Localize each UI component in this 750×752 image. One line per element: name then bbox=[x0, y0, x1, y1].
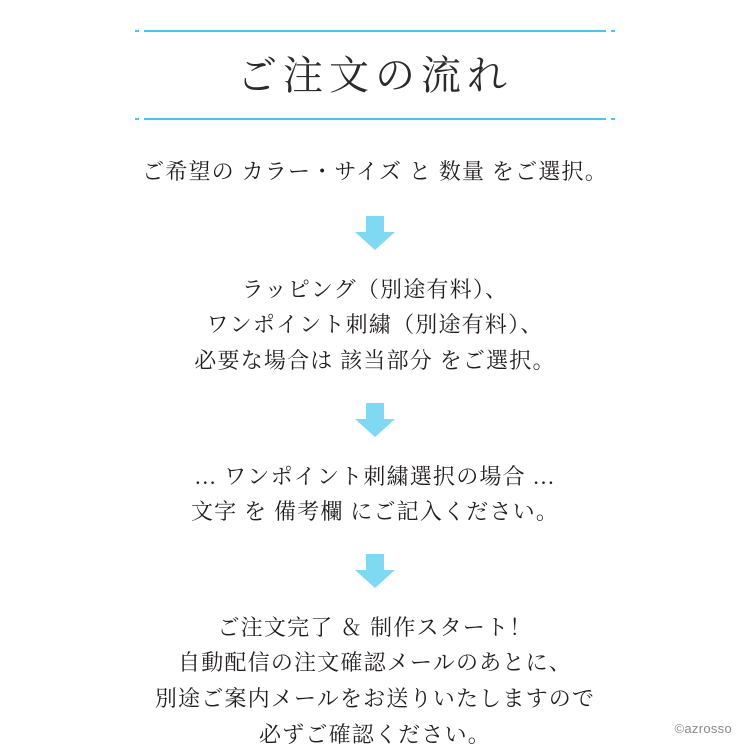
step-line: 必要な場合は 該当部分 をご選択。 bbox=[194, 347, 556, 373]
arrow-head bbox=[355, 570, 395, 588]
spacer bbox=[0, 588, 750, 610]
spacer bbox=[0, 530, 750, 554]
step-line: 別途ご案内メールをお送りいたしますので bbox=[154, 686, 596, 711]
step-4 bbox=[0, 610, 750, 752]
arrow-stem bbox=[366, 554, 384, 570]
step-line: 必ずご確認ください。 bbox=[258, 721, 491, 747]
arrow-2 bbox=[0, 403, 750, 437]
arrow-stem bbox=[366, 216, 384, 232]
spacer bbox=[0, 250, 750, 272]
step-line: … ワンポイント刺繍選択の場合 … bbox=[194, 463, 556, 489]
heading-top-rule bbox=[135, 30, 615, 32]
steps-list bbox=[0, 140, 750, 752]
step-line: ご注文完了 ＆ 制作スタート！ bbox=[217, 614, 533, 640]
step-3 bbox=[0, 459, 750, 530]
rule-dot-right bbox=[611, 118, 615, 120]
spacer bbox=[0, 379, 750, 403]
rule-dot-left bbox=[135, 118, 139, 120]
step-2 bbox=[0, 272, 750, 379]
rule-segment bbox=[144, 30, 606, 32]
down-arrow-icon bbox=[355, 216, 395, 250]
rule-dot-right bbox=[611, 30, 615, 32]
rule-segment bbox=[144, 118, 606, 120]
heading-bottom-rule bbox=[135, 118, 615, 120]
step-line: ご希望の カラー・サイズ と 数量 をご選択。 bbox=[142, 159, 608, 184]
down-arrow-icon bbox=[355, 554, 395, 588]
down-arrow-icon bbox=[355, 403, 395, 437]
arrow-1 bbox=[0, 216, 750, 250]
arrow-3 bbox=[0, 554, 750, 588]
copyright-credit: ©azrosso bbox=[674, 721, 732, 736]
arrow-head bbox=[355, 419, 395, 437]
step-1 bbox=[0, 154, 750, 190]
step-line: ワンポイント刺繍（別途有料）、 bbox=[206, 312, 544, 338]
rule-dot-left bbox=[135, 30, 139, 32]
step-line: ラッピング（別途有料）、 bbox=[241, 276, 509, 302]
heading-block bbox=[135, 30, 615, 120]
page-title: ご注文の流れ bbox=[237, 53, 513, 98]
arrow-head bbox=[355, 232, 395, 250]
step-line: 自動配信の注文確認メールのあとに、 bbox=[178, 650, 572, 676]
step-line: 文字 を 備考欄 にご記入ください。 bbox=[190, 499, 560, 525]
spacer bbox=[0, 437, 750, 459]
spacer bbox=[0, 190, 750, 216]
arrow-stem bbox=[366, 403, 384, 419]
